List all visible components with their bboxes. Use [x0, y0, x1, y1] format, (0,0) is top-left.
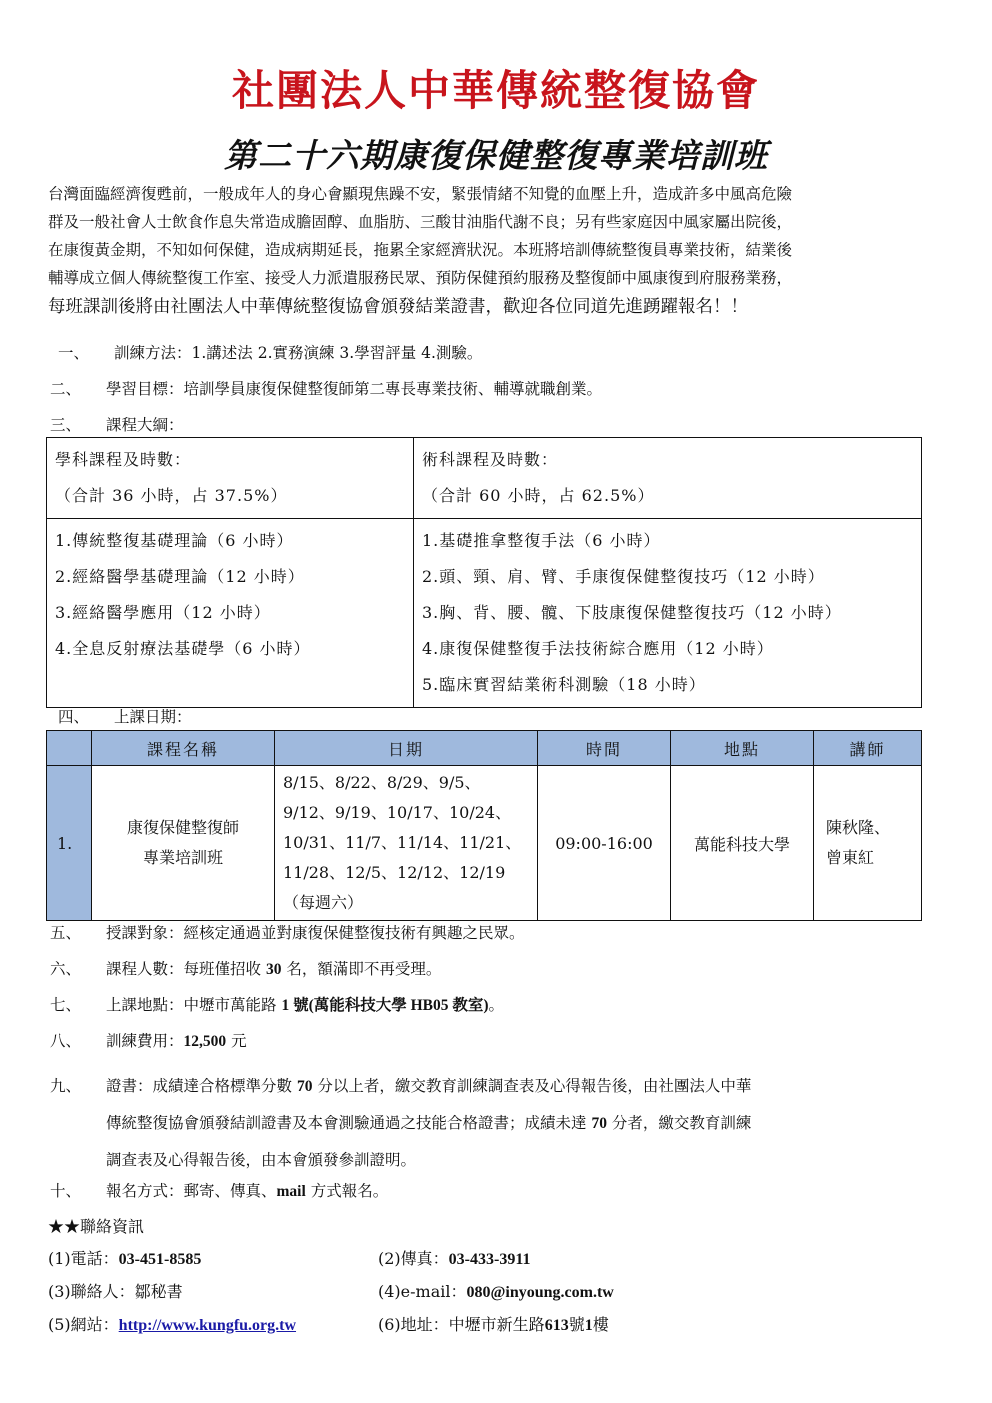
- course-name-cell: [92, 766, 275, 921]
- course-name-line: 專業培訓班: [142, 848, 223, 867]
- website-label: (5)網站：: [48, 1315, 119, 1334]
- section-text: 訓練費用：: [106, 1032, 184, 1050]
- column-header: 課程名稱: [92, 731, 275, 766]
- date-line: 8/15、8/22、8/29、9/5、: [283, 773, 481, 792]
- section-text: 證書：成績達合格標準分數: [106, 1077, 297, 1095]
- section-bold-text: 30: [265, 961, 282, 978]
- section-training-fee: [50, 1030, 247, 1053]
- section-text: 訓練方法：1.講述法 2.實務演練 3.學習評量 4.測驗。: [114, 344, 483, 362]
- column-header: 地點: [671, 731, 814, 766]
- person-value: 鄒秘書: [134, 1282, 183, 1301]
- schedule-table: [46, 730, 922, 921]
- address-text: 號: [568, 1315, 585, 1334]
- section-class-size: [50, 958, 441, 981]
- practical-item: 5.臨床實習結業術科測驗（18 小時）: [422, 675, 706, 694]
- column-header: 日期: [275, 731, 538, 766]
- intro-line: 群及一般社會人士飲食作息失常造成膽固醇、血脂肪、三酸甘油脂代謝不良；另有些家庭因中風家屬出院後，: [48, 213, 793, 231]
- time-cell: 09:00-16:00: [538, 766, 671, 921]
- section-number: 十、: [50, 1182, 82, 1200]
- academic-total: （合計 36 小時，占 37.5%）: [55, 486, 288, 505]
- section-training-method: [58, 342, 482, 364]
- contact-title: ★★聯絡資訊: [48, 1217, 145, 1236]
- practical-item: 3.胸、背、腰、髖、下肢康復保健整復技巧（12 小時）: [422, 603, 842, 622]
- address-number: 613: [544, 1317, 569, 1334]
- teacher-cell: [814, 766, 922, 921]
- section-registration: [50, 1180, 388, 1203]
- website-link[interactable]: http://www.kungfu.org.tw: [118, 1317, 297, 1334]
- email: [378, 1279, 614, 1302]
- email-label: (4)e-mail：: [378, 1282, 467, 1301]
- fax-value: 03-433-3911: [448, 1251, 531, 1268]
- dates-cell: [275, 766, 538, 921]
- column-header: 時間: [538, 731, 671, 766]
- phone: [48, 1246, 201, 1269]
- email-value: 080@inyoung.com.tw: [466, 1284, 614, 1301]
- section-text: 傳統整復協會頒發結訓證書及本會測驗通過之技能合格證書；成績未達: [106, 1114, 592, 1132]
- date-line: （每週六）: [283, 893, 364, 912]
- section-number: 四、: [58, 708, 90, 726]
- section-text: 上課地點：中壢市萬能路: [106, 996, 282, 1014]
- phone-value: 03-451-8585: [118, 1251, 202, 1268]
- academic-item: 4.全息反射療法基礎學（6 小時）: [55, 639, 311, 658]
- contact-person: [48, 1279, 183, 1302]
- section-bold-text: 70: [296, 1078, 313, 1095]
- section-number: 一、: [58, 344, 90, 362]
- course-outline-table: [46, 437, 922, 708]
- certificate-line: [50, 1105, 940, 1142]
- address-text: 中壢市新生路: [448, 1315, 545, 1334]
- section-number: 八、: [50, 1032, 82, 1050]
- practical-item: 1.基礎推拿整復手法（6 小時）: [422, 531, 661, 550]
- section-number: 六、: [50, 960, 82, 978]
- intro-paragraph: [48, 180, 933, 322]
- intro-line: 台灣面臨經濟復甦前，一般成年人的身心會顯現焦躁不安，緊張情緒不知覺的血壓上升，造成許多中風高危險: [48, 185, 793, 203]
- practical-header: 術科課程及時數：: [422, 450, 559, 469]
- section-number: 七、: [50, 996, 82, 1014]
- academic-item: 1.傳統整復基礎理論（6 小時）: [55, 531, 294, 550]
- practical-item: 2.頭、頸、肩、臂、手康復保健整復技巧（12 小時）: [422, 567, 825, 586]
- section-bold-text: 1 號(萬能科技大學 HB05 教室): [281, 997, 489, 1014]
- person-label: (3)聯絡人：: [48, 1282, 135, 1301]
- row-index: 1.: [47, 766, 92, 921]
- section-number: 二、: [50, 380, 82, 398]
- index-header: [47, 731, 92, 766]
- certificate-line: 調查表及心得報告後，由本會頒發參訓證明。: [106, 1151, 417, 1169]
- address: [378, 1312, 609, 1335]
- section-text: 分者，繳交教育訓練: [606, 1114, 752, 1132]
- schedule-header-row: [47, 731, 922, 766]
- section-class-location: [50, 994, 504, 1017]
- section-number: 三、: [50, 416, 82, 434]
- fax: [378, 1246, 530, 1269]
- organization-title: 社團法人中華傳統整復協會: [231, 66, 760, 115]
- section-text: 學習目標：培訓學員康復保健整復師第二專長專業技術、輔導就職創業。: [106, 380, 603, 398]
- teacher-line: 曾東紅: [826, 848, 875, 867]
- section-text: 分以上者，繳交教育訓練調查表及心得報告後，由社團法人中華: [312, 1077, 752, 1095]
- section-learning-goal: [50, 378, 602, 400]
- course-title: 第二十六期康復保健整復專業培訓班: [224, 136, 768, 175]
- website: [48, 1312, 296, 1335]
- section-course-outline: [50, 414, 184, 436]
- certificate-line: [50, 1068, 940, 1105]
- address-text: 樓: [592, 1315, 609, 1334]
- table-row: [47, 766, 922, 921]
- section-text: 課程人數：每班僅招收: [106, 960, 266, 978]
- academic-item: 2.經絡醫學基礎理論（12 小時）: [55, 567, 305, 586]
- section-bold-text: 12,500: [183, 1033, 227, 1050]
- section-certificate: [50, 1068, 940, 1179]
- fax-label: (2)傳真：: [378, 1249, 449, 1268]
- section-text: 課程大綱：: [106, 416, 184, 434]
- section-text: 上課日期：: [114, 708, 192, 726]
- academic-item: 3.經絡醫學應用（12 小時）: [55, 603, 271, 622]
- teacher-line: 陳秋隆、: [826, 818, 891, 837]
- section-text: 。: [488, 996, 505, 1014]
- date-line: 11/28、12/5、12/12、12/19: [283, 863, 506, 882]
- section-number: 五、: [50, 924, 82, 942]
- intro-line: 在康復黃金期，不知如何保健，造成病期延長，拖累全家經濟狀況。本班將培訓傳統整復員專業技術，結業後: [48, 241, 793, 259]
- section-class-dates: [58, 706, 192, 728]
- address-label: (6)地址：: [378, 1315, 449, 1334]
- section-bold-text: mail: [276, 1183, 306, 1200]
- section-text: 報名方式：郵寄、傳真、: [106, 1182, 277, 1200]
- column-header: 講師: [814, 731, 922, 766]
- intro-closing-line: 每班課訓後將由社團法人中華傳統整復協會頒發結業證書，歡迎各位同道先進踴躍報名！！: [48, 297, 748, 317]
- section-text: 授課對象：經核定通過並對康復保健整復技術有興趣之民眾。: [106, 924, 525, 942]
- academic-items-cell: [47, 519, 414, 708]
- address-number: 1: [584, 1317, 593, 1334]
- practical-items-cell: [414, 519, 922, 708]
- section-text: 元: [226, 1032, 247, 1050]
- course-name-line: 康復保健整復師: [126, 818, 239, 837]
- section-text: 方式報名。: [305, 1182, 389, 1200]
- section-target-audience: [50, 922, 525, 944]
- practical-header-cell: [414, 438, 922, 519]
- practical-total: （合計 60 小時，占 62.5%）: [422, 486, 655, 505]
- section-bold-text: 70: [591, 1115, 607, 1132]
- phone-label: (1)電話：: [48, 1249, 119, 1268]
- date-line: 9/12、9/19、10/17、10/24、: [283, 803, 512, 822]
- intro-line: 輔導成立個人傳統整復工作室、接受人力派遣服務民眾、預防保健預約服務及整復師中風康復到府服務業務，: [48, 269, 793, 287]
- section-number: 九、: [50, 1077, 82, 1095]
- location-cell: 萬能科技大學: [671, 766, 814, 921]
- section-text: 名，額滿即不再受理。: [281, 960, 442, 978]
- academic-header: 學科課程及時數：: [55, 450, 192, 469]
- academic-header-cell: [47, 438, 414, 519]
- practical-item: 4.康復保健整復手法技術綜合應用（12 小時）: [422, 639, 774, 658]
- date-line: 10/31、11/7、11/14、11/21、: [283, 833, 522, 852]
